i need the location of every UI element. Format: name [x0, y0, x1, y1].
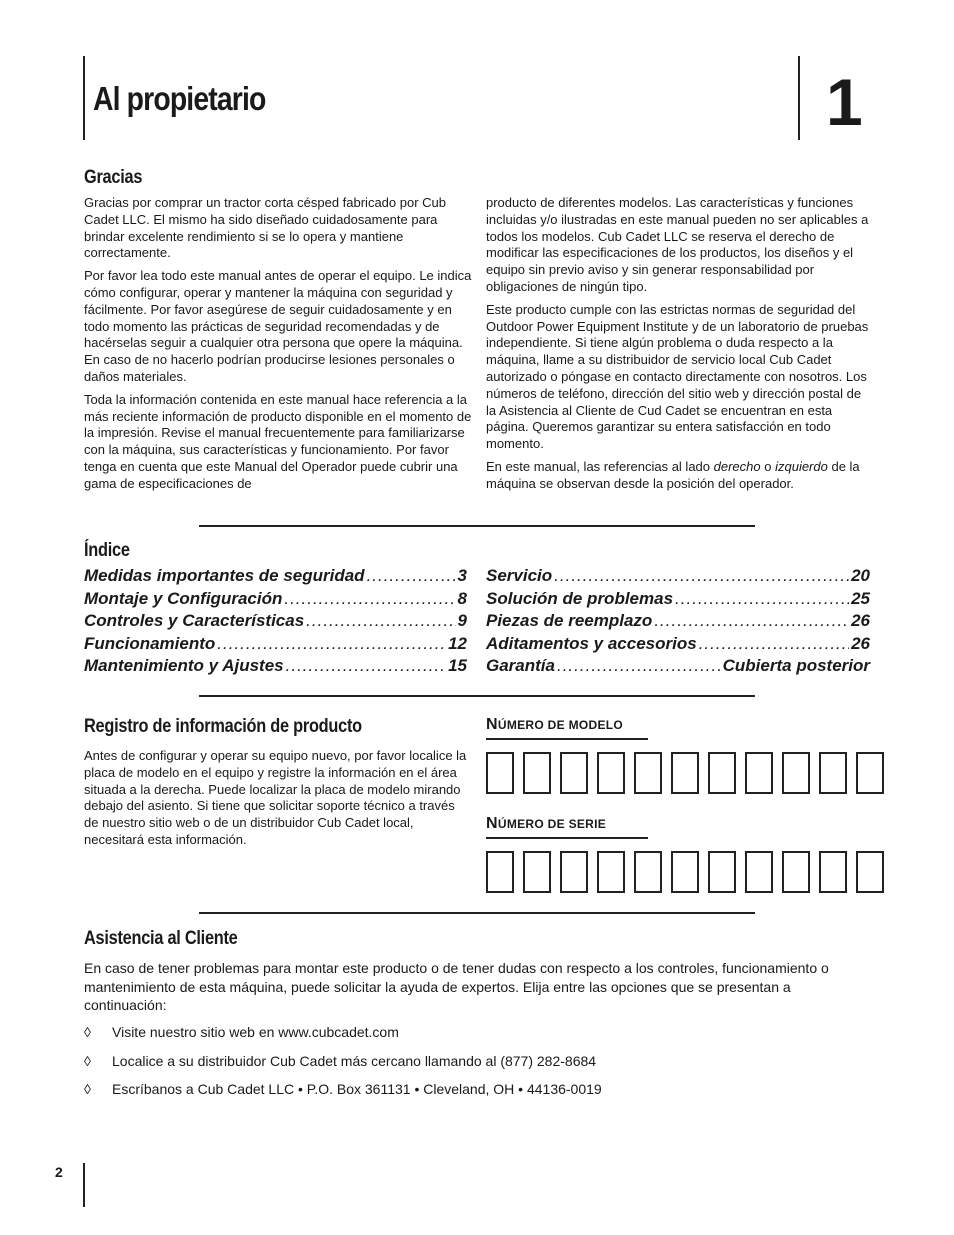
serial-digit-box[interactable] — [523, 851, 551, 893]
section-divider — [199, 525, 755, 527]
title-left-bar — [83, 56, 85, 140]
model-digit-box[interactable] — [708, 752, 736, 794]
list-item: ◊ Localice a su distribuidor Cub Cadet más cercano llamando al (877) 282-8684 — [84, 1052, 597, 1069]
model-digit-box[interactable] — [856, 752, 884, 794]
asistencia-intro: En caso de tener problemas para montar este producto o de tener dudas con respecto a los controles, funcionamiento o mantenimiento de esta máquina, puede solicitar la ayuda de expertos. Elija entre las opciones que se presentan a continuación: — [84, 960, 829, 1013]
asistencia-options — [84, 1018, 602, 1104]
gracias-heading: Gracias — [84, 167, 143, 188]
gracias-paragraph: Este producto cumple con las estrictas normas de seguridad del Outdoor Power Equipment Institute y de un laboratorio de pruebas independiente. Si tiene algún problema o duda respecto a la máquina, llame a su distribuidor de servicio local Cub Cadet autorizado o póngase en contacto directamente con nosotros. Los números de teléfono, dirección del sitio web y dirección postal de la Asistencia al Cliente de Cud Cadet se encuentran en esta página. Queremos garantizar su entera satisfacción en todo momento. — [486, 301, 869, 452]
gracias-right-column — [486, 195, 872, 499]
gracias-paragraph: Por favor lea todo este manual antes de operar el equipo. Le indica cómo configurar, operar y mantener la máquina con seguridad y fácilmente. Por favor asegúrese de seguir cuidadosamente y en todo momento las prácticas de seguridad recomendadas y de hacérselas seguir a cualquier otra persona que opere la máquina. En caso de no hacerlo podrían producirse lesiones personales o daños materiales. — [84, 268, 472, 384]
model-digit-box[interactable] — [523, 752, 551, 794]
gracias-paragraph-orientation: En este manual, las referencias al lado derecho o izquierdo de la máquina se observan desde la posición del operador. — [486, 458, 860, 491]
toc-entry[interactable]: Solución de problemas ..... 25 — [486, 589, 870, 612]
chapter-divider-bar — [798, 56, 800, 140]
list-item: ◊ Escríbanos a Cub Cadet LLC • P.O. Box 361131 • Cleveland, OH • 44136-0019 — [84, 1081, 602, 1098]
serial-label-underline — [486, 837, 648, 839]
serial-digit-box[interactable] — [819, 851, 847, 893]
indice-heading: Índice — [84, 540, 130, 561]
toc-entry[interactable]: Garantía ..... Cubierta posterior — [486, 656, 870, 679]
chapter-number: 1 — [826, 65, 863, 139]
toc-entry[interactable]: Servicio ..... 20 — [486, 566, 870, 589]
diamond-bullet-icon: ◊ — [84, 1081, 91, 1098]
serial-digit-box[interactable] — [597, 851, 625, 893]
model-number-label: NÚMERO DE MODELO — [486, 716, 624, 733]
model-label-underline — [486, 738, 648, 740]
serial-digit-box[interactable] — [856, 851, 884, 893]
model-digit-box[interactable] — [782, 752, 810, 794]
registro-text: Antes de configurar y operar su equipo nuevo, por favor localice la placa de modelo en el equipo y registre la información en el área situada a la derecha. Puede localizar la placa de modelo mirando debajo del asiento. Si tiene que solicitar soporte técnico a través de nuestro sitio web o de un distribuidor Cub Cadet local, necesitará esta información. — [84, 748, 467, 847]
gracias-paragraph: Gracias por comprar un tractor corta césped fabricado por Cub Cadet LLC. El mismo ha sido diseñado cuidadosamente para brindar excelente rendimiento si se lo opera y mantiene correctamente. — [84, 195, 447, 261]
model-digit-box[interactable] — [597, 752, 625, 794]
serial-digit-box[interactable] — [708, 851, 736, 893]
serial-digit-box[interactable] — [634, 851, 662, 893]
toc-entry[interactable]: Mantenimiento y Ajustes ..... 15 — [84, 656, 467, 679]
serial-digit-box[interactable] — [486, 851, 514, 893]
model-digit-box[interactable] — [671, 752, 699, 794]
page-number: 2 — [55, 1164, 63, 1180]
serial-number-boxes — [486, 851, 884, 893]
diamond-bullet-icon: ◊ — [84, 1024, 91, 1041]
derecho-term: derecho — [713, 458, 761, 474]
registro-heading: Registro de información de producto — [84, 716, 362, 737]
gracias-paragraph: producto de diferentes modelos. Las características y funciones incluidas y/o ilustradas en este manual pueden no ser aplicables a todos los modelos. Cub Cadet LLC se reserva el derecho de modificar las especificaciones de los productos, los diseños y el equipo sin previo aviso y sin generar responsabilidad por obligaciones de ningún tipo. — [486, 195, 869, 294]
izquierdo-term: izquierdo — [775, 458, 828, 474]
toc-entry[interactable]: Medidas importantes de seguridad ..... 3 — [84, 566, 467, 589]
toc-entry[interactable]: Funcionamiento ..... 12 — [84, 634, 467, 657]
model-digit-box[interactable] — [819, 752, 847, 794]
serial-digit-box[interactable] — [671, 851, 699, 893]
diamond-bullet-icon: ◊ — [84, 1052, 91, 1069]
asistencia-heading: Asistencia al Cliente — [84, 928, 238, 949]
model-digit-box[interactable] — [560, 752, 588, 794]
section-divider — [199, 912, 755, 914]
page-title: Al propietario — [93, 80, 266, 117]
serial-digit-box[interactable] — [782, 851, 810, 893]
toc-right-column — [486, 566, 870, 679]
serial-digit-box[interactable] — [560, 851, 588, 893]
model-digit-box[interactable] — [634, 752, 662, 794]
toc-entry[interactable]: Piezas de reemplazo ..... 26 — [486, 611, 870, 634]
list-item: ◊ Visite nuestro sitio web en www.cubcadet.com — [84, 1024, 399, 1041]
toc-entry[interactable]: Montaje y Configuración ..... 8 — [84, 589, 467, 612]
toc-entry[interactable]: Controles y Características ..... 9 — [84, 611, 467, 634]
toc-left-column — [84, 566, 467, 679]
model-number-boxes — [486, 752, 884, 794]
serial-digit-box[interactable] — [745, 851, 773, 893]
toc-entry[interactable]: Aditamentos y accesorios ..... 26 — [486, 634, 870, 657]
serial-number-label: NÚMERO DE SERIE — [486, 815, 607, 832]
model-digit-box[interactable] — [745, 752, 773, 794]
model-digit-box[interactable] — [486, 752, 514, 794]
gracias-left-column — [84, 195, 472, 499]
section-divider — [199, 695, 755, 697]
gracias-paragraph: Toda la información contenida en este manual hace referencia a la más reciente información de producto disponible en el momento de la impresión. Revise el manual frecuentemente para familiarizarse con la máquina, sus características y funcionamiento. Por favor tenga en cuenta que este Manual del Operador puede cubrir una gama de especificaciones de — [84, 391, 472, 491]
footer-bar — [83, 1163, 85, 1207]
